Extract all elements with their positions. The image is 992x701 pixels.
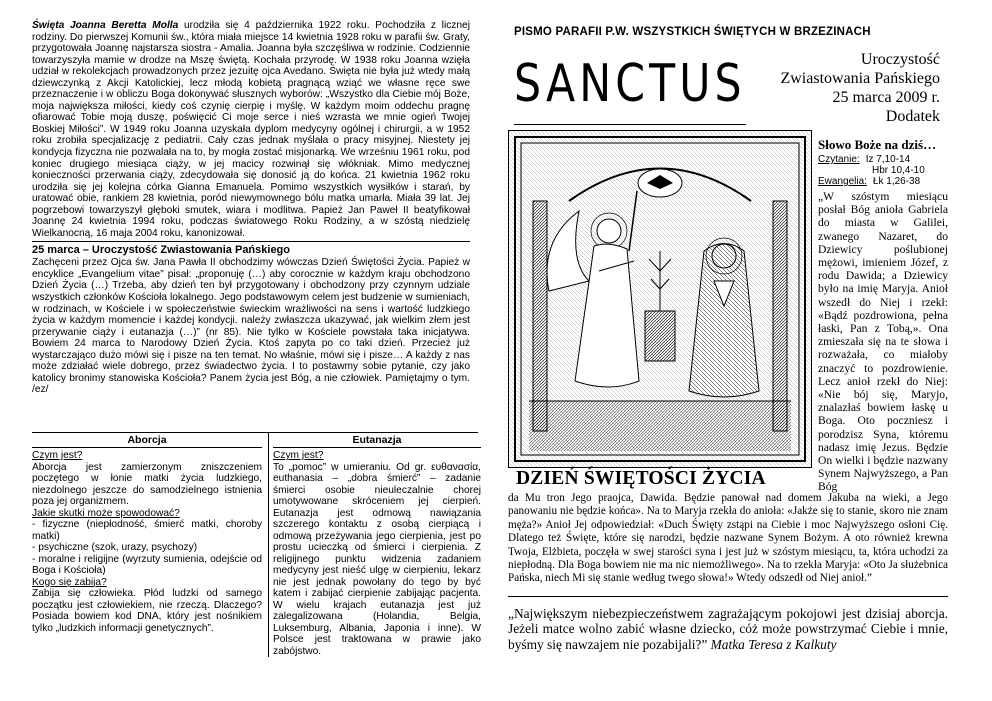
ewangelia-label: Ewangelia: <box>818 176 867 187</box>
czytanie-label: Czytanie: <box>818 154 860 165</box>
zwiastowanie-text: Zachęceni przez Ojca św. Jana Pawła II obchodzimy wówczas Dzień Świętości Życia. Papież w encyklice „Evangelium vitae” pisał: „proponuję (…) aby corocznie w każdym kraju obchodzono Dzień Życia (…) Trzeba, aby dzień ten był przygotowany i obchodzony przy czynnym udziale wszystkich członków Kościoła lokalnego. Jego podstawowym celem jest budzenie w sumieniach, w rodzinach, w Kościele i w społeczeństwie świeckim wrażliwości na sens i wartość ludzkiego życia w każdym momencie i każdej kondycji. należy zwłaszcza ukazywać, jak wielkim złem jest przerywanie ciąży i eutanazja (…)” (nr 85). Nie tylko w Kościele powstała taka inicjatywa. Bowiem 24 marca to Narodowy Dzień Życia. Ktoś zapyta po co taki dzień. Przecież już wystarczająco dużo mówi się i pisze na ten temat. No właśnie, mówi się i pisze… A każdy z nas może zdziałać wiele dobrego, przez świadectwo życia. I to postawmy sobie pytanie, czy jako katolicy bronimy stanowiska Kościoła? Panem życia jest Bóg, a nie człowiek. Pamiętajmy o tym. /ez/ <box>32 257 470 396</box>
divider <box>508 596 948 597</box>
zwiastowanie-title: 25 marca – Uroczystość Zwiastowania Pańskiego <box>32 244 291 257</box>
eutanazja-column <box>268 433 481 657</box>
slowo-title: Słowo Boże na dziś… <box>818 137 937 152</box>
ewangelia-ref: Łk 1,26-38 <box>872 176 921 187</box>
aborcja-item: - psychiczne (szok, urazy, psychozy) <box>32 542 198 553</box>
gospel-text-continued: da Mu tron Jego praojca, Dawida. Będzie panował nad domem Jakuba na wieki, a Jego panowaniu nie będzie końca». Na to Maryja rzekła do anioła: «Jakże się to stanie, skoro nie znam męża?» Anioł Jej odpowiedział: «Duch Święty zstąpi na Ciebie i moc Najwyższego osłoni Cię. Dlatego też Święte, które się narodzi, będzie nazwane Synem Bożym. A oto również krewna Twoja, Elżbieta, poczęła w swej starości syna i jest już w szóstym miesiącu, ta, która uchodzi za niepłodną. Dla Boga bowiem nie ma nic niemożliwego». Na to rzekła Maryja: «Oto Ja służebnica Pańska, niech Mi się stanie według twego słowa!» Wtedy odszedł od Niej anioł.” <box>508 492 948 585</box>
annunciation-illustration <box>508 130 812 468</box>
parish-header: PISMO PARAFII P.W. WSZYSTKICH ŚWIĘTYCH W BRZEZINACH <box>514 26 871 38</box>
molla-paragraph <box>32 20 470 239</box>
aborcja-q2: Jakie skutki może spowodować? <box>32 507 180 519</box>
readings <box>818 154 925 187</box>
molla-text: urodziła się 4 października 1922 roku. Pochodziła z licznej rodziny. Do pierwszej Komunii św., która miała miejsce 14 kwietnia 1928 roku w parafii św. Graty, przygotowała Joannę najstarsza siostra - Amalia. Joanna była szczęśliwa w rodzinie. Codziennie towarzyszyła mamie w drodze na Mszę świętą. Kochała przyrodę. W 1938 roku Joanna wzięła udział w rekolekcjach prowadzonych przez jezuitę ojca Avedano. Święta nie była już wtedy małą dziewczynką z Akcji Katolickiej, lecz młodą kobietą pragnącą wziąć we własne ręce swe przeznaczenie i w obliczu Boga dokonywać słusznych wyborów: „Wszystko dla Ciebie mój Boże, moja największa miłości, kiedy coś czynię cierpię i myślę. W każdym moim oddechu pragnę ofiarować Tobie moją duszę, poświęcić Ci moje serce i nieś wzrasta we mnie ogień Twojej Boskiej Miłości”. W 1949 roku Joanna uzyskała dyplom medycyny ogólnej i chirurgii, a w 1952 roku zrobiła specjalizację z pediatrii. Cały czas jednak myślała o pracy misyjnej. Niestety jej kondycja fizyczna nie pozwalała na to, by mogła zostać misjonarką. We wrześniu 1961 roku, pod koniec drugiego miesiąca ciąży, w jej macicy rozwinął się włókniak. Mimo medycznej konieczności przerwania ciąży, zdecydowała się donosić ją do końca. 21 kwietnia 1962 roku urodziła się jej kolejna córka Gianna Emanuela. Pomimo wszystkich wysiłków i starań, by uratować obie, rankiem 28 kwietnia, poród niewymownego bólu matka umarła. Miała 39 lat. Jej pogrzebowi towarzyszył głęboki smutek, wiara i modlitwa. Papież Jan Paweł II beatyfikował Joannę 24 kwietnia 1994 roku, podczas światowego Roku Rodziny, a w szóstą niedzielę Wielkanocną, 16 maja 2004 roku, kanonizował. <box>32 20 470 239</box>
quote <box>508 606 948 652</box>
annunciation-engraving <box>509 131 811 467</box>
aborcja-q3: Kogo się zabija? <box>32 576 107 588</box>
eutanazja-heading: Eutanazja <box>273 433 481 448</box>
czytanie-ref: Iz 7,10-14 <box>865 154 911 165</box>
occasion-block <box>780 50 940 126</box>
divider <box>514 124 746 125</box>
molla-name: Święta Joanna Beretta Molla <box>32 20 179 31</box>
aborcja-q1: Czym jest? <box>32 450 83 461</box>
divider <box>32 241 470 242</box>
eutanazja-a1: To „pomoc” w umieraniu. Od gr. ευθανασία, euthanasia – „dobra śmierć” – zadanie śmierci osobie nieuleczalnie chorej umotywowane skróceniem jej cierpień. Eutanazja jest odmową nawiązania szczerego kontaktu z osobą cierpiącą i odmową przeżywania jego cierpienia, jest po prostu ucieczką od śmierci i cierpienia. Z religijnego punktu widzenia zadaniem medycyny jest nieść ulgę w cierpieniu, lekarz nie jest jednak powołany do tego by być katem i zabijać cierpienie zabijając pacjenta. W wielu krajach eutanazja jest już zalegalizowana (Holandia, Belgia, Luksemburg, Albania, Japonia i inne). W Polsce jest traktowana w prawie jako zabójstwo. <box>273 461 481 657</box>
aborcja-a3: Zabija się człowieka. Płód ludzki od samego początku jest człowiekiem, nie rzeczą. Dlaczego? Posiada bowiem kod DNA, który jest nośnikiem tylko „ludzkich informacji genetycznych”. <box>32 588 262 634</box>
eutanazja-q1: Czym jest? <box>273 450 324 461</box>
left-column <box>32 20 470 396</box>
czytanie-ref-2: Hbr 10,4-10 <box>872 165 925 176</box>
quote-author: Matka Teresa z Kalkuty <box>710 636 837 652</box>
aborcja-item: - fizyczne (niepłodność, śmierć matki, choroby matki) <box>32 519 262 542</box>
occasion-line: Zwiastowania Pańskiego <box>780 70 940 87</box>
aborcja-heading: Aborcja <box>32 433 262 448</box>
quote-text: „Największym niebezpieczeństwem zagrażającym pokojowi jest dzisiaj aborcja. Jeżeli matce wolno zabić własne dziecko, cóż może powstrzymać Ciebie i mnie, byśmy się nawzajem nie pozabijali?” <box>508 606 948 652</box>
dzien-swietosci-zycia-heading: DZIEŃ ŚWIĘTOŚCI ŻYCIA <box>516 468 766 489</box>
occasion-line: Uroczystość <box>860 51 940 68</box>
aborcja-eutanazja-box <box>32 432 481 657</box>
sanctus-title: SANCTUS <box>514 54 746 114</box>
aborcja-item: - moralne i religijne (wyrzuty sumienia, odejście od Boga i Kościoła) <box>32 553 262 576</box>
occasion-date: 25 marca 2009 r. <box>832 89 940 106</box>
aborcja-a1: Aborcja jest zamierzonym zniszczeniem poczętego w łonie matki życia ludzkiego, niezdolnego jeszcze do samodzielnego istnienia poza jej organizmem. <box>32 461 262 507</box>
aborcja-column <box>32 433 262 634</box>
occasion-line: Dodatek <box>885 108 940 125</box>
gospel-text: „W szóstym miesiącu posłał Bóg anioła Gabriela do miasta w Galilei, zwanego Nazaret, do Dziewicy poślubionej mężowi, imieniem Józef, z rodu Dawida; a Dziewicy było na imię Maryja. Anioł wszedł do Niej i rzekł: «Bądź pozdrowiona, pełna łaski, Pan z Tobą,». Ona zmieszała się na te słowa i rozważała, co miałoby znaczyć to pozdrowienie. Lecz anioł rzekł do Niej: «Nie bój się, Maryjo, znalazłaś bowiem łaskę u Boga. Oto poczniesz i porodzisz Syna, któremu nadasz imię Jezus. Będzie On wielki i będzie nazwany Synem Najwyższego, a Pan Bóg <box>818 190 948 494</box>
